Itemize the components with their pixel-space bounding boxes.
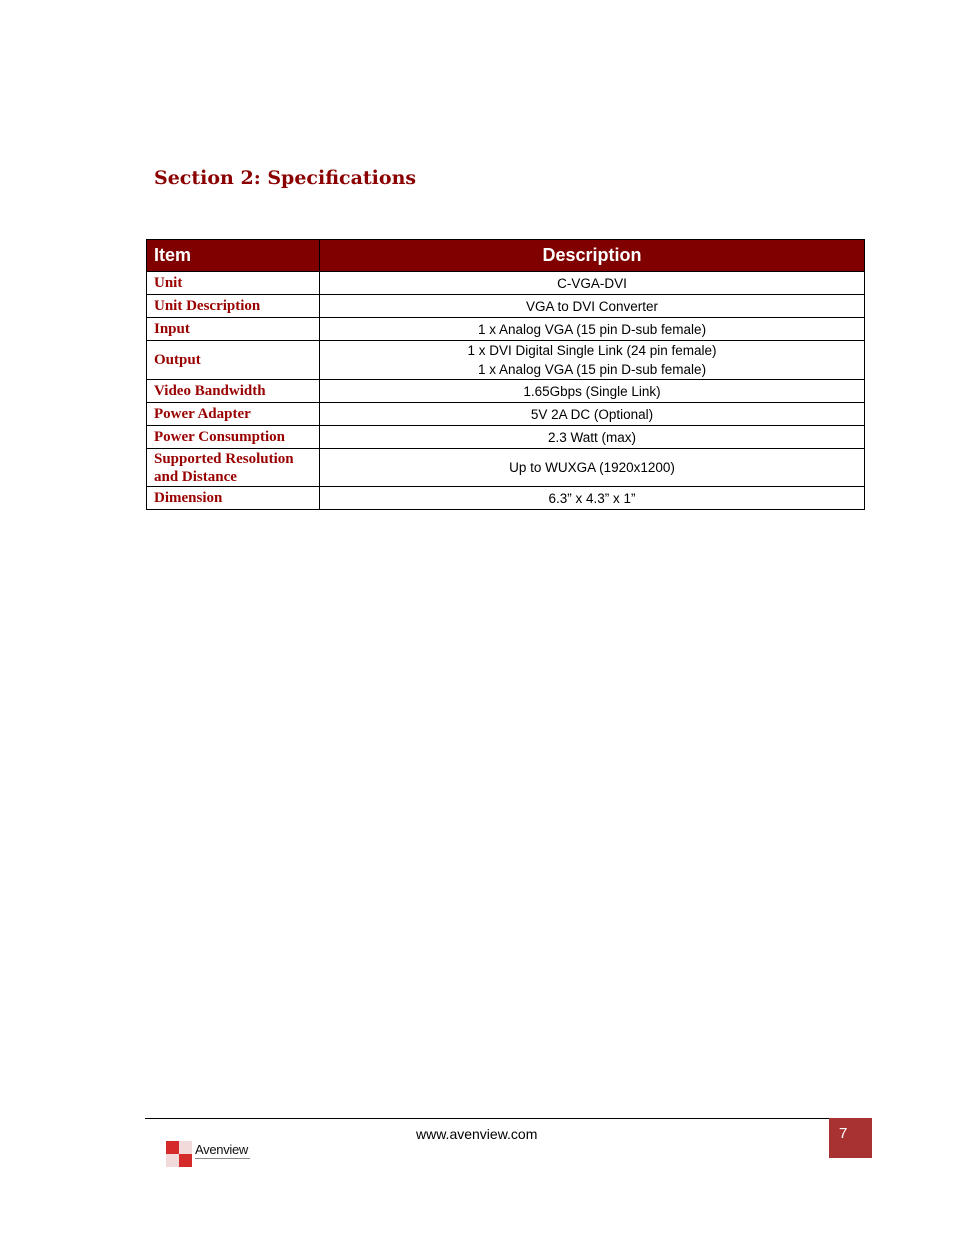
table-row [147, 341, 865, 380]
spec-line: C-VGA-DVI [557, 275, 627, 291]
table-row [147, 272, 865, 295]
avenview-logo [163, 1137, 263, 1182]
spec-line: 1 x Analog VGA (15 pin D-sub female) [477, 362, 707, 377]
logo-square-bottom-left [166, 1154, 179, 1167]
page-number-box [829, 1118, 872, 1158]
table-row [147, 449, 865, 487]
spec-description [320, 295, 865, 318]
footer-url[interactable]: www.avenview.com [416, 1126, 538, 1142]
spec-description [320, 380, 865, 403]
table-row [147, 295, 865, 318]
spec-line: 2.3 Watt (max) [547, 429, 636, 445]
spec-item: Dimension [147, 487, 320, 510]
spec-description [320, 403, 865, 426]
spec-line: 6.3” x 4.3” x 1” [548, 490, 636, 506]
logo-square-top-right [179, 1141, 192, 1154]
spec-line: VGA to DVI Converter [525, 298, 659, 314]
spec-item: Unit [147, 272, 320, 295]
table-row [147, 403, 865, 426]
spec-line: 1 x DVI Digital Single Link (24 pin female) [467, 343, 717, 358]
spec-description [320, 426, 865, 449]
footer-divider [145, 1118, 872, 1119]
table-row [147, 380, 865, 403]
section-title: Section 2: Specifications [154, 167, 417, 189]
logo-square-top-left [166, 1141, 179, 1154]
spec-description [320, 449, 865, 487]
specifications-table [146, 239, 865, 510]
table-header-row [147, 240, 865, 272]
spec-description [320, 272, 865, 295]
spec-item: Video Bandwidth [147, 380, 320, 403]
spec-description [320, 487, 865, 510]
logo-text: Avenview [195, 1142, 249, 1157]
spec-description [320, 341, 865, 380]
spec-item: Unit Description [147, 295, 320, 318]
table-row [147, 318, 865, 341]
spec-line: 5V 2A DC (Optional) [530, 406, 654, 422]
header-item: Item [147, 240, 320, 272]
spec-item: Power Consumption [147, 426, 320, 449]
table-row [147, 426, 865, 449]
table-row [147, 487, 865, 510]
page-number: 7 [839, 1125, 848, 1142]
spec-item: Output [147, 341, 320, 380]
spec-description [320, 318, 865, 341]
spec-line: Up to WUXGA (1920x1200) [509, 460, 675, 475]
spec-item: Input [147, 318, 320, 341]
logo-underline [195, 1158, 250, 1159]
header-description: Description [320, 240, 865, 272]
spec-line: 1 x Analog VGA (15 pin D-sub female) [477, 321, 707, 337]
logo-square-bottom-right [179, 1154, 192, 1167]
spec-item: Supported Resolution and Distance [147, 449, 320, 487]
spec-item: Power Adapter [147, 403, 320, 426]
spec-line: 1.65Gbps (Single Link) [523, 383, 661, 399]
